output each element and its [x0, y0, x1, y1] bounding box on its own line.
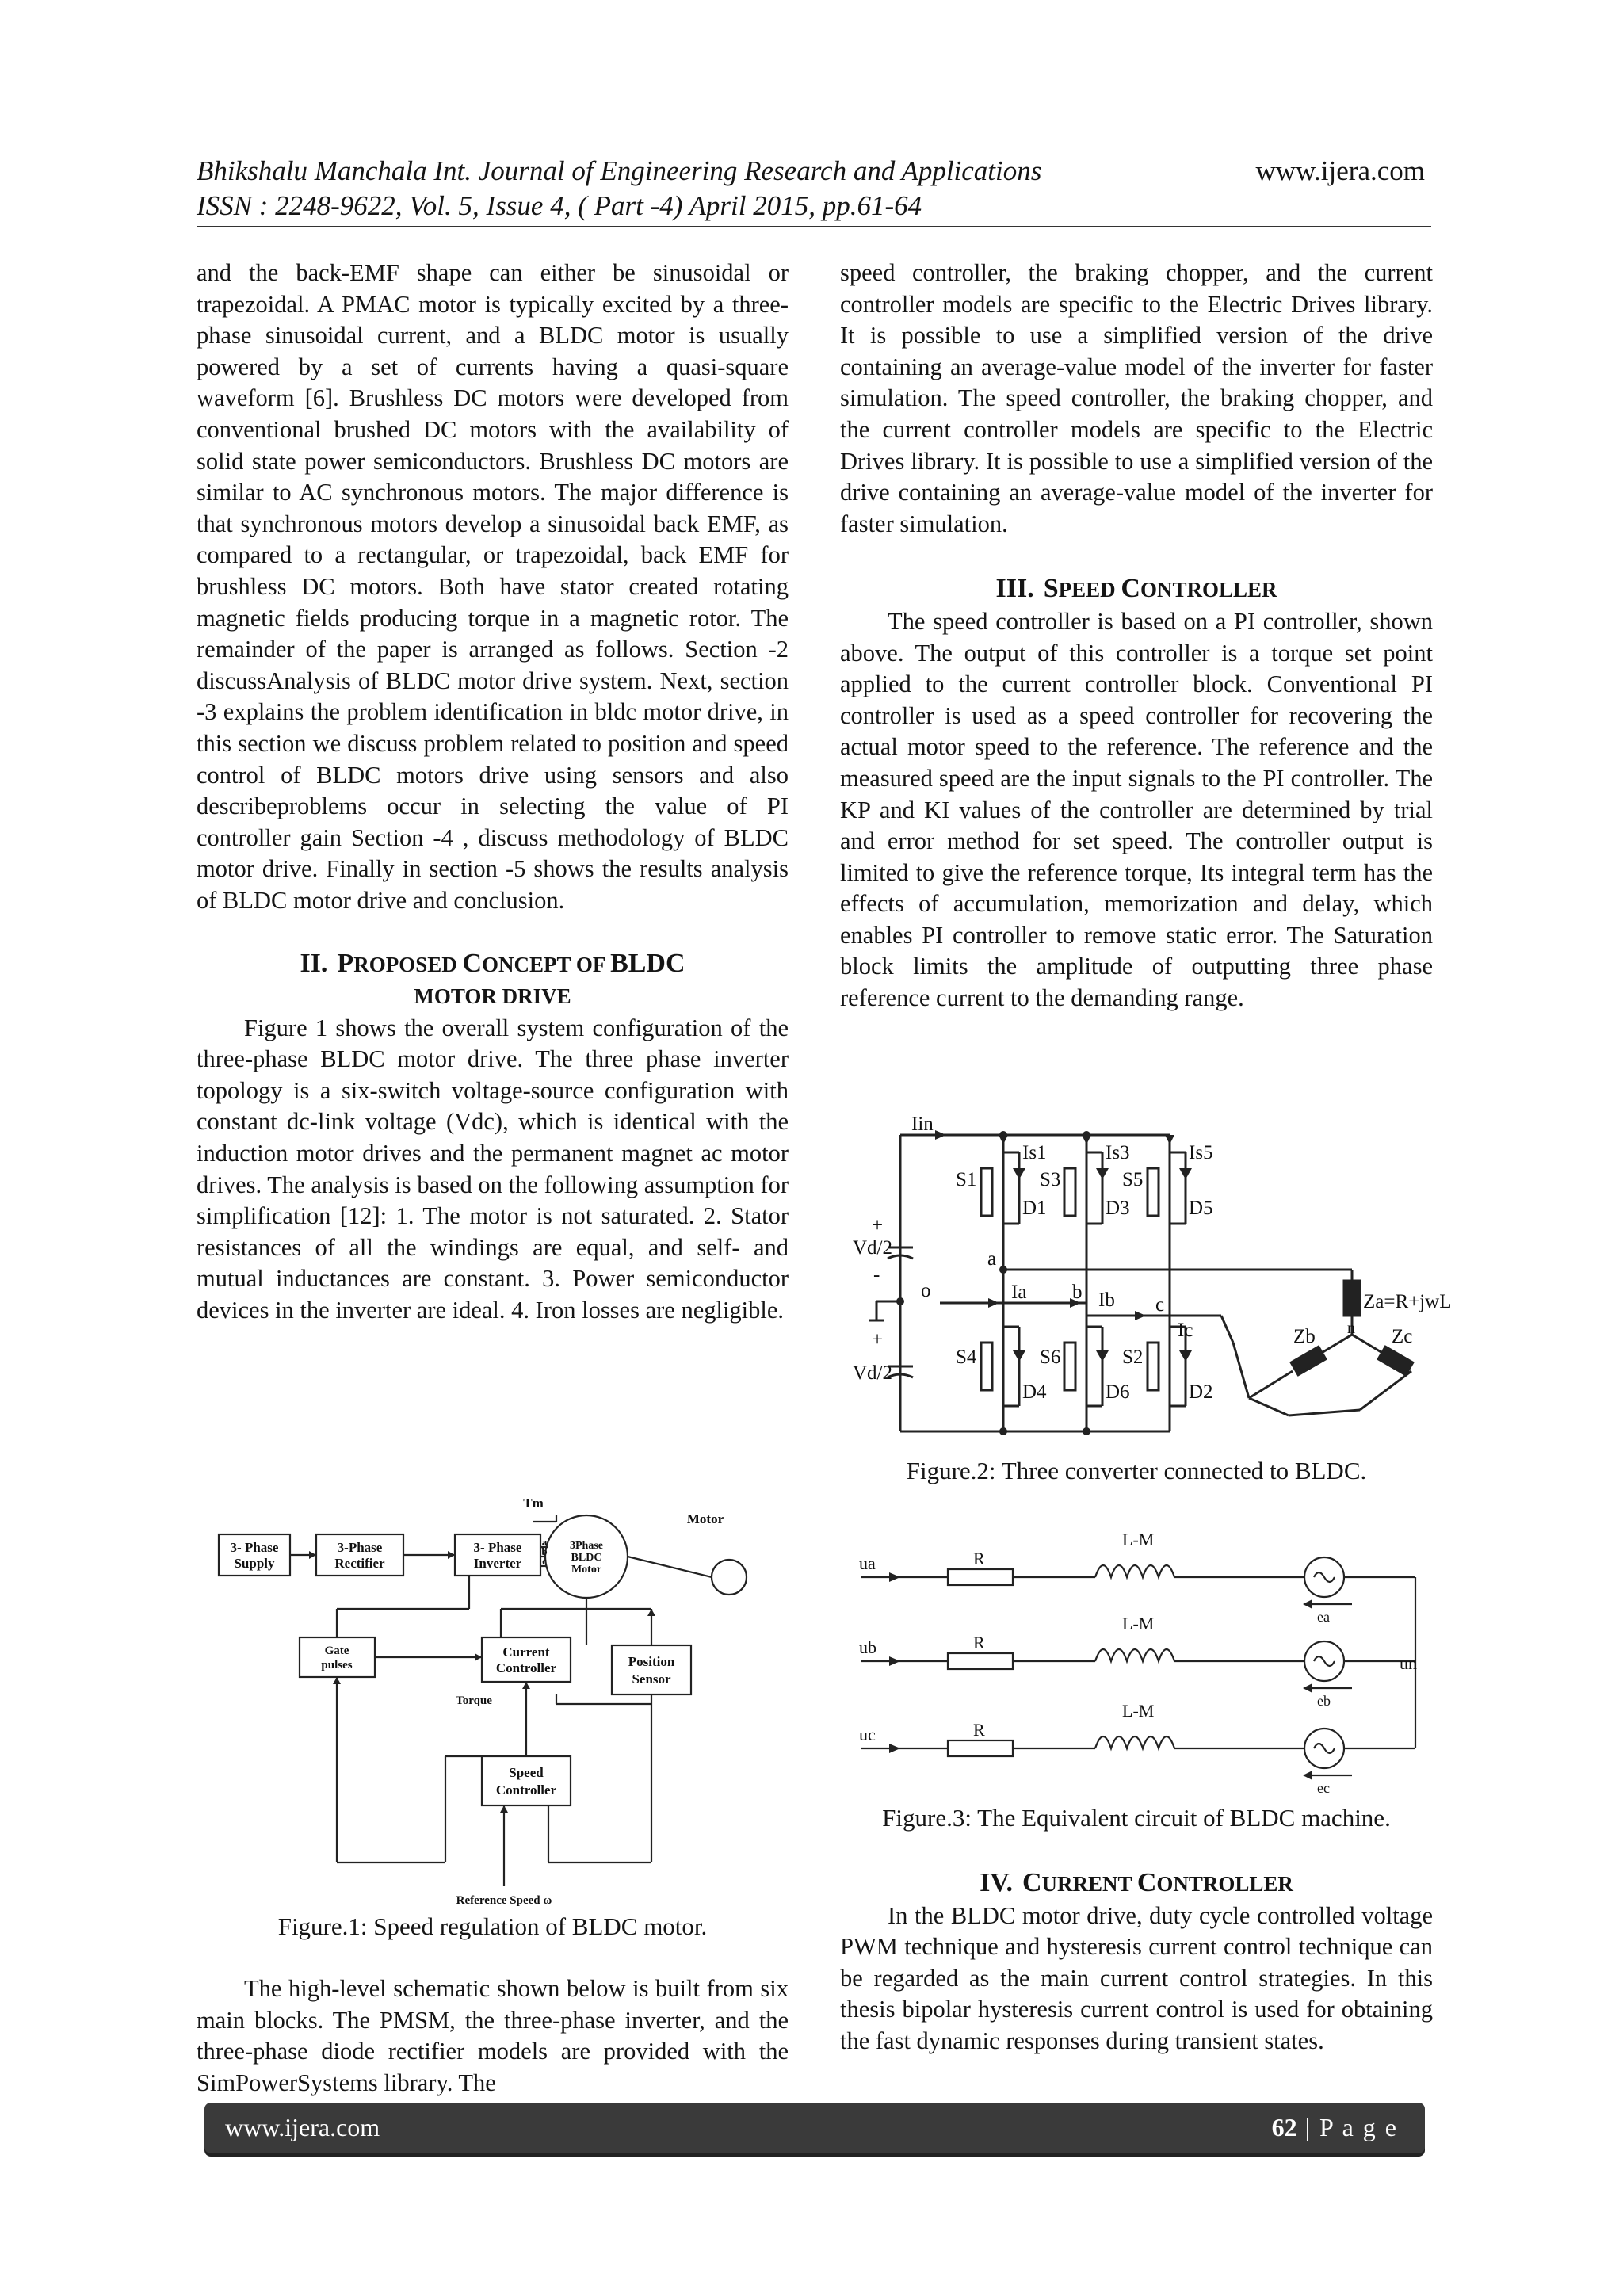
fig2-ic: Ic — [1178, 1320, 1193, 1341]
fig1-phase-a: a — [541, 1536, 548, 1548]
fig2-ia: Ia — [1011, 1282, 1027, 1303]
fig3-ua: ua — [859, 1553, 876, 1573]
left-column — [197, 258, 789, 1327]
speed-controller-block — [482, 1756, 571, 1805]
header-rule — [197, 226, 1431, 227]
figure-2-caption: Figure.2: Three converter connected to BLDC. — [906, 1457, 1367, 1484]
fig2-s3: S3 — [1040, 1169, 1061, 1190]
fig2-is5: Is5 — [1189, 1142, 1213, 1163]
fig2-d1: D1 — [1022, 1198, 1047, 1219]
fig2-s5: S5 — [1122, 1169, 1144, 1190]
header-website: www.ijera.com — [1255, 155, 1425, 186]
fig2-plus-bottom: + — [872, 1329, 884, 1350]
fig1-tm-label: Tm — [523, 1496, 544, 1511]
fig2-plus-top: + — [872, 1215, 884, 1236]
fig3-lm-a: L-M — [1122, 1530, 1155, 1549]
right-intro-paragraph: speed controller, the braking chopper, and the current controller models are specific to the Electric Drives library. It is possible to use a simplified version of the drive containing an average-value model of the inverter for faster simulation. The speed controller, the braking chopper, and the current controller models are specific to the Electric Drives library. It is possible to use a simplified version of the drive containing an average-value model of the inverter for faster simulation. — [840, 259, 1433, 537]
fig1-pos-line1: Position — [628, 1654, 675, 1669]
fig2-d5: D5 — [1189, 1198, 1213, 1219]
footer-page-number: 62 | P a g e — [1271, 2113, 1398, 2141]
figure-3-equivalent-circuit — [845, 1511, 1431, 1796]
fig3-lm-b: L-M — [1122, 1614, 1155, 1633]
section-4-heading: IV. CURRENT CONTROLLER — [980, 1868, 1293, 1897]
fig3-un: un — [1400, 1653, 1417, 1673]
position-sensor-block — [612, 1645, 691, 1694]
fig2-is1: Is1 — [1022, 1142, 1047, 1163]
section-2-heading: II. PROPOSED CONCEPT OF BLDC — [300, 949, 685, 979]
fig2-ib: Ib — [1098, 1289, 1115, 1311]
fig1-gate-line2: pulses — [321, 1659, 353, 1671]
section-2-heading-line2: MOTOR DRIVE — [414, 984, 571, 1009]
schematic-paragraph: The high-level schematic shown below is built from six main blocks. The PMSM, the three-phase inverter, and the three-phase diode rectifier models are provided with the SimPowerSystems library. The — [197, 1975, 789, 2096]
fig1-motor-label: Motor — [686, 1511, 724, 1526]
load-circle — [712, 1560, 747, 1595]
fig2-s4: S4 — [956, 1347, 977, 1368]
journal-header-title: Bhikshalu Manchala Int. Journal of Engineering Research and Applications — [197, 155, 1042, 186]
fig3-r-b: R — [973, 1633, 985, 1652]
fig2-is3: Is3 — [1106, 1142, 1130, 1163]
fig2-node-c: c — [1155, 1294, 1165, 1316]
fig2-s6: S6 — [1040, 1347, 1061, 1368]
right-column — [840, 258, 1433, 1014]
fig2-d3: D3 — [1106, 1198, 1130, 1219]
section-3-heading: III. SPEED CONTROLLER — [995, 574, 1277, 604]
figure-1-block-diagram — [208, 1490, 770, 1918]
fig1-rectifier-line2: Rectifier — [334, 1556, 385, 1571]
fig2-zc: Zc — [1392, 1326, 1413, 1347]
figure-1-caption: Figure.1: Speed regulation of BLDC motor. — [277, 1912, 708, 1940]
fig3-uc: uc — [859, 1725, 876, 1744]
fig3-eb: eb — [1317, 1693, 1331, 1709]
section-4-paragraph: In the BLDC motor drive, duty cycle controlled voltage PWM technique and hysteresis current control technique can be regarded as the main current control strategies. In this thesis bipolar hysteresis current control is used for obtaining the fast dynamic responses during transient states. — [840, 1901, 1433, 2054]
fig1-phase-b: b — [541, 1545, 548, 1557]
page-footer — [204, 2103, 1425, 2153]
section-2-paragraph: Figure 1 shows the overall system configuration of the three-phase BLDC motor drive. The three phase inverter topology is a six-switch voltage-source configuration with constant dc-link voltage (Vdc), which is identical with the induction motor drives and the permanent magnet ac motor drives. The analysis is based on the following assumption for simplification [12]: 1. The motor is not saturated. 2. Stator resistances of all the windings are equal, and self- and mutual inductances are constant. 3. Power semiconductor devices in the inverter are ideal. 4. Iron losses are negligible. — [197, 1014, 789, 1324]
fig2-node-b: b — [1072, 1282, 1083, 1303]
fig1-inverter-line1: 3- Phase — [473, 1540, 522, 1555]
fig2-vd2-bottom: Vd/2 — [853, 1362, 892, 1384]
fig1-sc-line2: Controller — [495, 1782, 557, 1797]
fig2-d6: D6 — [1106, 1381, 1130, 1403]
left-column-continued — [197, 1973, 789, 2099]
fig1-reference-speed: Reference Speed ω — [456, 1894, 552, 1907]
fig1-supply-line2: Supply — [234, 1556, 275, 1571]
footer-website: www.ijera.com — [225, 2113, 380, 2141]
fig1-rectifier-line1: 3-Phase — [337, 1540, 383, 1555]
figure-2-inverter-circuit — [845, 1113, 1452, 1454]
fig2-iin-label: Iin — [911, 1114, 934, 1135]
figure-3-caption: Figure.3: The Equivalent circuit of BLDC machine. — [882, 1804, 1391, 1832]
fig1-gate-line1: Gate — [324, 1645, 349, 1657]
fig1-supply-line1: 3- Phase — [230, 1540, 279, 1555]
intro-paragraph: and the back-EMF shape can either be sinusoidal or trapezoidal. A PMAC motor is typically excited by a three-phase sinusoidal current, and a BLDC motor is usually powered by a set of currents having a quasi-square waveform [6]. Brushless DC motors were developed from conventional brushed DC motors with the availability of solid state power semiconductors. Brushless DC motors are similar to AC synchronous motors. The major difference is that synchronous motors develop a sinusoidal back EMF, as compared to a rectangular, or trapezoidal, back EMF for brushless DC motors. Both have stator created rotating magnetic fields producing torque in a magnetic rotor. The remainder of the paper is arranged as follows. Section -2 discussAnalysis of BLDC motor drive system. Next, section -3 explains the problem identification in bldc motor drive, in this section we discuss problem related to position and speed control of BLDC motors drive using sensors and also describeproblems occur in selecting the value of PI controller gain Section -4 , discuss methodology of BLDC motor drive. Finally in section -5 shows the results analysis of BLDC motor drive and conclusion. — [197, 259, 789, 914]
fig2-n: n — [1347, 1320, 1355, 1337]
fig3-r-c: R — [973, 1720, 985, 1740]
fig2-d4: D4 — [1022, 1381, 1047, 1403]
fig3-ec: ec — [1317, 1780, 1330, 1796]
fig2-o-label: o — [921, 1280, 931, 1301]
fig1-bldc-line3: Motor — [571, 1564, 602, 1576]
journal-header-issn: ISSN : 2248-9622, Vol. 5, Issue 4, ( Part -4) April 2015, pp.61-64 — [197, 190, 922, 221]
fig1-pos-line2: Sensor — [632, 1671, 671, 1687]
fig2-minus-top: - — [873, 1264, 880, 1286]
fig2-za: Za=R+jwL — [1363, 1291, 1452, 1312]
fig1-torque-label: Torque — [456, 1694, 492, 1707]
fig2-s2: S2 — [1122, 1347, 1144, 1368]
fig2-s1: S1 — [956, 1169, 977, 1190]
right-column-continued — [840, 1867, 1433, 2057]
fig3-ub: ub — [859, 1637, 876, 1657]
fig1-sc-line1: Speed — [509, 1765, 544, 1780]
fig3-lm-c: L-M — [1122, 1701, 1155, 1721]
fig2-vd2-top: Vd/2 — [853, 1237, 892, 1259]
fig1-bldc-line1: 3Phase — [570, 1540, 603, 1552]
fig2-node-a: a — [987, 1248, 997, 1270]
fig1-phase-c: c — [542, 1555, 547, 1567]
fig2-d2: D2 — [1189, 1381, 1213, 1403]
fig2-zb: Zb — [1293, 1326, 1316, 1347]
fig3-ea: ea — [1317, 1609, 1330, 1625]
fig1-cc-line2: Controller — [495, 1660, 557, 1675]
section-3-paragraph: The speed controller is based on a PI controller, shown above. The output of this controller is a torque set point applied to the current controller block. Conventional PI controller is used as a speed controller for recovering the actual motor speed to the reference. The reference and the measured speed are the input signals to the PI controller. The KP and KI values of the controller are determined by trial and error method for set speed. The controller output is limited to give the reference torque, Its integral term has the effects of accumulation, memorization and delay, which enables PI controller to remove static error. The Saturation block limits the amplitude of outputting three phase reference current to the demanding range. — [840, 607, 1433, 1012]
fig1-inverter-line2: Inverter — [473, 1556, 522, 1571]
fig3-r-a: R — [973, 1549, 985, 1568]
fig1-bldc-line2: BLDC — [571, 1552, 602, 1564]
fig1-cc-line1: Current — [502, 1645, 550, 1660]
